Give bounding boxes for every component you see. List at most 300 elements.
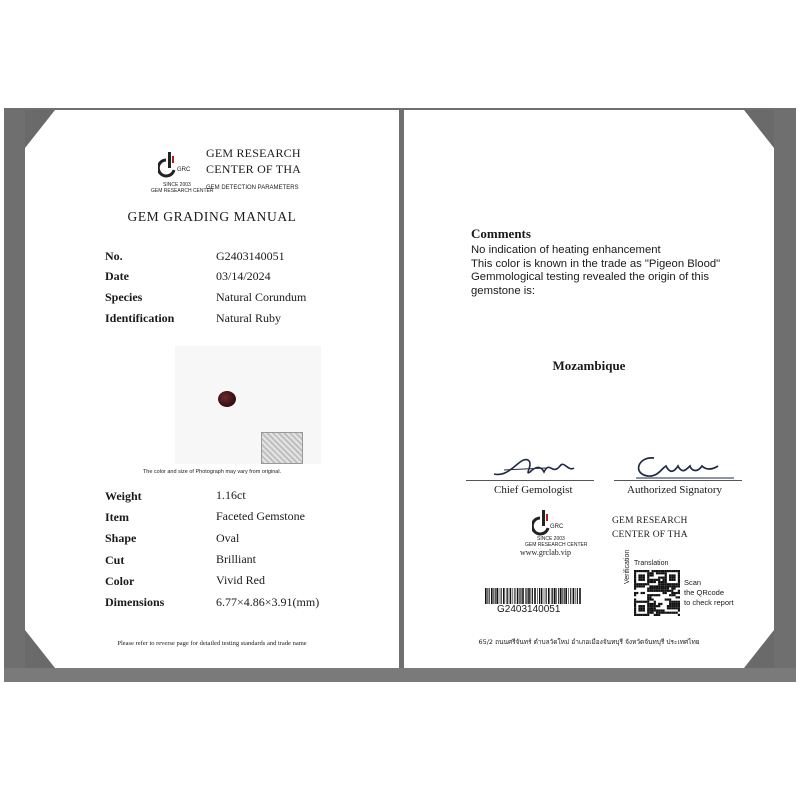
authorized-signatory-label: Authorized Signatory bbox=[627, 484, 723, 496]
footnote: Please refer to reverse page for detailed testing standards and trade name bbox=[117, 640, 307, 647]
field-value: Vivid Red bbox=[216, 573, 265, 587]
qr-module bbox=[645, 570, 647, 572]
qr-module bbox=[662, 572, 664, 574]
qr-module bbox=[665, 588, 667, 590]
qr-module bbox=[652, 572, 654, 574]
barcode-bar bbox=[546, 588, 547, 604]
qr-module bbox=[656, 588, 658, 590]
qr-module bbox=[654, 607, 656, 609]
qr-module bbox=[654, 605, 656, 607]
qr-module bbox=[665, 583, 667, 585]
qr-module bbox=[660, 609, 662, 611]
qr-module bbox=[641, 607, 643, 609]
grc-logo bbox=[158, 150, 190, 180]
qr-module bbox=[676, 607, 678, 609]
barcode-bar bbox=[506, 588, 507, 604]
qr-module bbox=[676, 605, 678, 607]
lab-name-line2: CENTER OF THA bbox=[612, 530, 688, 540]
qr-module bbox=[647, 594, 649, 596]
qr-module bbox=[647, 583, 649, 585]
qr-module bbox=[658, 585, 660, 587]
qr-module bbox=[658, 572, 660, 574]
field-value: Natural Corundum bbox=[216, 290, 307, 304]
logo-center: GEM RESEARCH CENTER bbox=[151, 188, 214, 194]
comments-heading: Comments bbox=[471, 226, 531, 241]
qr-module bbox=[656, 585, 658, 587]
barcode-bar bbox=[525, 588, 526, 604]
qr-module bbox=[634, 603, 636, 605]
qr-module bbox=[658, 590, 660, 592]
qr-module bbox=[671, 607, 673, 609]
qr-module bbox=[643, 585, 645, 587]
qr-module bbox=[649, 605, 651, 607]
qr-module bbox=[665, 570, 667, 572]
qr-module bbox=[634, 612, 636, 614]
qr-module bbox=[656, 612, 658, 614]
qr-module bbox=[652, 590, 654, 592]
barcode-bar bbox=[526, 588, 527, 604]
field-value: Natural Ruby bbox=[216, 311, 281, 325]
lab-name-line1: GEM RESEARCH bbox=[206, 146, 301, 160]
qr-module bbox=[660, 570, 662, 572]
qr-module bbox=[634, 592, 636, 594]
qr-module bbox=[673, 574, 675, 576]
qr-module bbox=[636, 592, 638, 594]
qr-module bbox=[654, 588, 656, 590]
qr-module bbox=[643, 609, 645, 611]
barcode-bar bbox=[552, 588, 553, 604]
qr-module bbox=[643, 570, 645, 572]
qr-module bbox=[652, 598, 654, 600]
qr-module bbox=[671, 585, 673, 587]
qr-module bbox=[667, 598, 669, 600]
qr-module bbox=[669, 577, 671, 579]
qr-module bbox=[669, 598, 671, 600]
qr-module bbox=[634, 572, 636, 574]
qr-module bbox=[678, 592, 680, 594]
qr-module bbox=[667, 585, 669, 587]
qr-module bbox=[652, 609, 654, 611]
qr-module bbox=[638, 577, 640, 579]
corner-holder bbox=[25, 110, 55, 148]
field-label: Cut bbox=[105, 553, 125, 567]
qr-module bbox=[649, 585, 651, 587]
qr-module bbox=[634, 570, 636, 572]
qr-module bbox=[641, 583, 643, 585]
grc-logo bbox=[532, 508, 564, 538]
folder-bottom-edge bbox=[4, 668, 796, 682]
qr-module bbox=[638, 574, 640, 576]
barcode-bar bbox=[570, 588, 571, 604]
qr-side-label: Verification bbox=[624, 549, 631, 584]
qr-module bbox=[678, 609, 680, 611]
qr-module bbox=[638, 579, 640, 581]
qr-module bbox=[654, 579, 656, 581]
comments-body bbox=[471, 244, 761, 298]
qr-module bbox=[667, 612, 669, 614]
qr-module bbox=[671, 588, 673, 590]
qr-module bbox=[649, 603, 651, 605]
logo-mark: GRC bbox=[550, 524, 564, 530]
qr-module bbox=[665, 581, 667, 583]
qr-module bbox=[638, 585, 640, 587]
qr-module bbox=[676, 592, 678, 594]
barcode bbox=[485, 588, 581, 604]
qr-module bbox=[665, 577, 667, 579]
comment-line: This color is known in the trade as "Pigeon Blood" bbox=[471, 257, 721, 270]
field-value: 03/14/2024 bbox=[216, 269, 271, 283]
qr-module bbox=[662, 612, 664, 614]
qr-module bbox=[669, 607, 671, 609]
qr-module bbox=[669, 585, 671, 587]
qr-module bbox=[652, 612, 654, 614]
field-label: Weight bbox=[105, 489, 142, 503]
qr-module bbox=[662, 592, 664, 594]
qr-module bbox=[634, 609, 636, 611]
qr-module bbox=[667, 588, 669, 590]
qr-module bbox=[654, 590, 656, 592]
qr-note-line: Scan bbox=[684, 578, 702, 587]
qr-module bbox=[649, 572, 651, 574]
qr-module bbox=[656, 614, 658, 616]
qr-module bbox=[673, 577, 675, 579]
qr-module bbox=[660, 612, 662, 614]
qr-title: Translation bbox=[634, 560, 669, 567]
qr-module bbox=[669, 579, 671, 581]
qr-module bbox=[652, 574, 654, 576]
qr-module bbox=[641, 574, 643, 576]
qr-module bbox=[662, 588, 664, 590]
qr-module bbox=[673, 583, 675, 585]
qr-module bbox=[678, 585, 680, 587]
corner-holder bbox=[744, 110, 774, 148]
qr-module bbox=[634, 583, 636, 585]
barcode-bar bbox=[532, 588, 533, 604]
field-label: Shape bbox=[105, 531, 137, 545]
qr-module bbox=[658, 588, 660, 590]
qr-module bbox=[658, 614, 660, 616]
qr-module bbox=[643, 574, 645, 576]
qr-module bbox=[678, 605, 680, 607]
report-title: GEM GRADING MANUAL bbox=[127, 209, 297, 224]
barcode-bar bbox=[513, 588, 514, 604]
origin-country: Mozambique bbox=[552, 358, 626, 373]
barcode-bar bbox=[556, 588, 557, 604]
qr-module bbox=[673, 585, 675, 587]
field-value: Oval bbox=[216, 531, 240, 545]
qr-module bbox=[649, 574, 651, 576]
qr-module bbox=[649, 588, 651, 590]
qr-module bbox=[643, 614, 645, 616]
qr-module bbox=[656, 605, 658, 607]
qr-module bbox=[660, 588, 662, 590]
qr-module bbox=[669, 570, 671, 572]
qr-module bbox=[673, 601, 675, 603]
qr-module bbox=[658, 605, 660, 607]
qr-module bbox=[673, 594, 675, 596]
qr-module bbox=[671, 570, 673, 572]
field-value: 6.77×4.86×3.91(mm) bbox=[216, 595, 320, 609]
verification-qr-code[interactable] bbox=[634, 570, 680, 616]
qr-note-line: to check report bbox=[684, 598, 734, 607]
qr-module bbox=[656, 594, 658, 596]
qr-module bbox=[652, 603, 654, 605]
qr-module bbox=[649, 607, 651, 609]
qr-module bbox=[678, 603, 680, 605]
qr-module bbox=[658, 570, 660, 572]
qr-module bbox=[673, 603, 675, 605]
qr-module bbox=[678, 601, 680, 603]
qr-module bbox=[634, 585, 636, 587]
qr-module bbox=[660, 577, 662, 579]
logo-mark: GRC bbox=[177, 167, 191, 173]
qr-module bbox=[671, 592, 673, 594]
qr-module bbox=[643, 601, 645, 603]
qr-module bbox=[641, 579, 643, 581]
qr-module bbox=[665, 612, 667, 614]
qr-module bbox=[647, 605, 649, 607]
barcode-bar bbox=[493, 588, 494, 604]
qr-module bbox=[658, 583, 660, 585]
qr-module bbox=[647, 577, 649, 579]
qr-module bbox=[647, 572, 649, 574]
qr-module bbox=[662, 581, 664, 583]
qr-module bbox=[676, 612, 678, 614]
qr-module bbox=[676, 585, 678, 587]
qr-module bbox=[645, 614, 647, 616]
qr-module bbox=[678, 577, 680, 579]
qr-module bbox=[649, 609, 651, 611]
qr-module bbox=[647, 590, 649, 592]
qr-module bbox=[636, 585, 638, 587]
qr-module bbox=[638, 609, 640, 611]
barcode-bar bbox=[491, 588, 493, 604]
barcode-bar bbox=[562, 588, 563, 604]
qr-module bbox=[673, 570, 675, 572]
qr-module bbox=[654, 609, 656, 611]
qr-module bbox=[671, 574, 673, 576]
barcode-bar bbox=[548, 588, 550, 604]
qr-module bbox=[671, 583, 673, 585]
qr-module bbox=[669, 612, 671, 614]
qr-module bbox=[634, 601, 636, 603]
qr-module bbox=[660, 572, 662, 574]
qr-module bbox=[638, 607, 640, 609]
field-label: Color bbox=[105, 574, 135, 588]
qr-module bbox=[676, 596, 678, 598]
barcode-bar bbox=[520, 588, 521, 604]
qr-module bbox=[634, 581, 636, 583]
qr-module bbox=[656, 572, 658, 574]
qr-module bbox=[667, 570, 669, 572]
qr-module bbox=[676, 570, 678, 572]
qr-module bbox=[665, 572, 667, 574]
barcode-bar bbox=[558, 588, 559, 604]
qr-module bbox=[641, 585, 643, 587]
qr-module bbox=[671, 603, 673, 605]
qr-module bbox=[652, 579, 654, 581]
qr-module bbox=[649, 581, 651, 583]
field-label: Identification bbox=[105, 311, 175, 325]
barcode-bar bbox=[579, 588, 581, 604]
qr-module bbox=[658, 609, 660, 611]
qr-module bbox=[636, 570, 638, 572]
barcode-bar bbox=[541, 588, 543, 604]
barcode-bar bbox=[499, 588, 500, 604]
qr-module bbox=[660, 603, 662, 605]
qr-module bbox=[656, 609, 658, 611]
barcode-bar bbox=[517, 588, 519, 604]
qr-module bbox=[671, 594, 673, 596]
qr-module bbox=[658, 577, 660, 579]
qr-module bbox=[634, 598, 636, 600]
left-page bbox=[25, 110, 399, 668]
qr-module bbox=[671, 612, 673, 614]
qr-module bbox=[641, 614, 643, 616]
qr-module bbox=[652, 588, 654, 590]
website: www.grclab.vip bbox=[520, 548, 572, 557]
photo-caption: The color and size of Photograph may vary from original. bbox=[142, 469, 282, 475]
qr-module bbox=[678, 596, 680, 598]
qr-module bbox=[638, 605, 640, 607]
qr-module bbox=[641, 577, 643, 579]
qr-instructions bbox=[684, 578, 734, 608]
qr-module bbox=[654, 581, 656, 583]
qr-module bbox=[643, 605, 645, 607]
qr-module bbox=[636, 614, 638, 616]
qr-module bbox=[641, 605, 643, 607]
barcode-bar bbox=[495, 588, 496, 604]
barcode-bar bbox=[539, 588, 540, 604]
qr-module bbox=[652, 594, 654, 596]
logo-center: GEM RESEARCH CENTER bbox=[525, 542, 588, 548]
qr-module bbox=[634, 579, 636, 581]
barcode-bar bbox=[551, 588, 552, 604]
qr-module bbox=[656, 570, 658, 572]
qr-module bbox=[658, 594, 660, 596]
barcode-bar bbox=[554, 588, 556, 604]
qr-module bbox=[647, 588, 649, 590]
qr-module bbox=[667, 583, 669, 585]
logo-since: SINCE 2003 bbox=[537, 536, 565, 542]
qr-module bbox=[654, 570, 656, 572]
qr-module bbox=[641, 592, 643, 594]
qr-module bbox=[656, 590, 658, 592]
barcode-number: G2403140051 bbox=[497, 604, 561, 615]
field-label: Date bbox=[105, 269, 129, 283]
comment-line: Gemmological testing revealed the origin of this bbox=[471, 271, 709, 283]
qr-module bbox=[649, 598, 651, 600]
qr-module bbox=[638, 583, 640, 585]
qr-module bbox=[671, 605, 673, 607]
qr-module bbox=[636, 583, 638, 585]
barcode-bar bbox=[577, 588, 578, 604]
qr-module bbox=[634, 594, 636, 596]
barcode-bar bbox=[544, 588, 545, 604]
barcode-bar bbox=[575, 588, 576, 604]
qr-module bbox=[654, 594, 656, 596]
qr-module bbox=[669, 603, 671, 605]
qr-module bbox=[636, 601, 638, 603]
qr-module bbox=[634, 577, 636, 579]
barcode-bar bbox=[514, 588, 515, 604]
corner-holder bbox=[744, 630, 774, 668]
qr-module bbox=[678, 574, 680, 576]
logo-since: SINCE 2003 bbox=[163, 182, 191, 188]
right-page bbox=[404, 110, 774, 668]
qr-module bbox=[641, 601, 643, 603]
qr-module bbox=[643, 592, 645, 594]
qr-module bbox=[676, 603, 678, 605]
qr-module bbox=[652, 607, 654, 609]
qr-module bbox=[669, 594, 671, 596]
qr-module bbox=[667, 590, 669, 592]
qr-module bbox=[662, 570, 664, 572]
qr-module bbox=[669, 605, 671, 607]
qr-module bbox=[676, 601, 678, 603]
comment-line: No indication of heating enhancement bbox=[471, 244, 661, 256]
qr-module bbox=[673, 592, 675, 594]
qr-module bbox=[673, 607, 675, 609]
chief-gemologist-signature bbox=[490, 450, 576, 482]
qr-module bbox=[671, 590, 673, 592]
qr-module bbox=[649, 594, 651, 596]
barcode-bar bbox=[507, 588, 508, 604]
qr-module bbox=[673, 605, 675, 607]
barcode-bar bbox=[501, 588, 502, 604]
qr-module bbox=[647, 614, 649, 616]
qr-module bbox=[647, 601, 649, 603]
qr-module bbox=[647, 603, 649, 605]
field-label: Item bbox=[105, 510, 129, 524]
qr-module bbox=[654, 601, 656, 603]
comment-line: gemstone is: bbox=[471, 284, 536, 297]
qr-module bbox=[678, 583, 680, 585]
qr-module bbox=[665, 579, 667, 581]
qr-module bbox=[652, 570, 654, 572]
qr-module bbox=[662, 577, 664, 579]
qr-module bbox=[634, 588, 636, 590]
qr-module bbox=[667, 607, 669, 609]
field-value: G2403140051 bbox=[216, 249, 285, 263]
qr-module bbox=[678, 579, 680, 581]
lab-subtitle: GEM DETECTION PARAMETERS bbox=[206, 185, 299, 191]
qr-module bbox=[652, 585, 654, 587]
qr-module bbox=[652, 581, 654, 583]
qr-module bbox=[665, 590, 667, 592]
qr-module bbox=[662, 579, 664, 581]
qr-module bbox=[641, 570, 643, 572]
qr-module bbox=[665, 598, 667, 600]
barcode-bar bbox=[503, 588, 505, 604]
qr-module bbox=[634, 607, 636, 609]
qr-module bbox=[662, 590, 664, 592]
barcode-bar bbox=[565, 588, 567, 604]
field-label: Species bbox=[105, 290, 143, 304]
qr-module bbox=[662, 583, 664, 585]
qr-module bbox=[667, 605, 669, 607]
qr-module bbox=[638, 570, 640, 572]
qr-module bbox=[647, 570, 649, 572]
qr-module bbox=[669, 583, 671, 585]
qr-module bbox=[645, 583, 647, 585]
qr-module bbox=[656, 579, 658, 581]
qr-module bbox=[649, 590, 651, 592]
lab-name-line1: GEM RESEARCH bbox=[612, 516, 688, 526]
qr-module bbox=[678, 572, 680, 574]
lab-address: 65/2 ถนนศรีจันทร์ ตำบลวัดใหม่ อำเภอเมืองจันทบุรี จังหวัดจันทบุรี ประเทศไทย bbox=[478, 638, 700, 646]
field-label: Dimensions bbox=[105, 595, 165, 609]
